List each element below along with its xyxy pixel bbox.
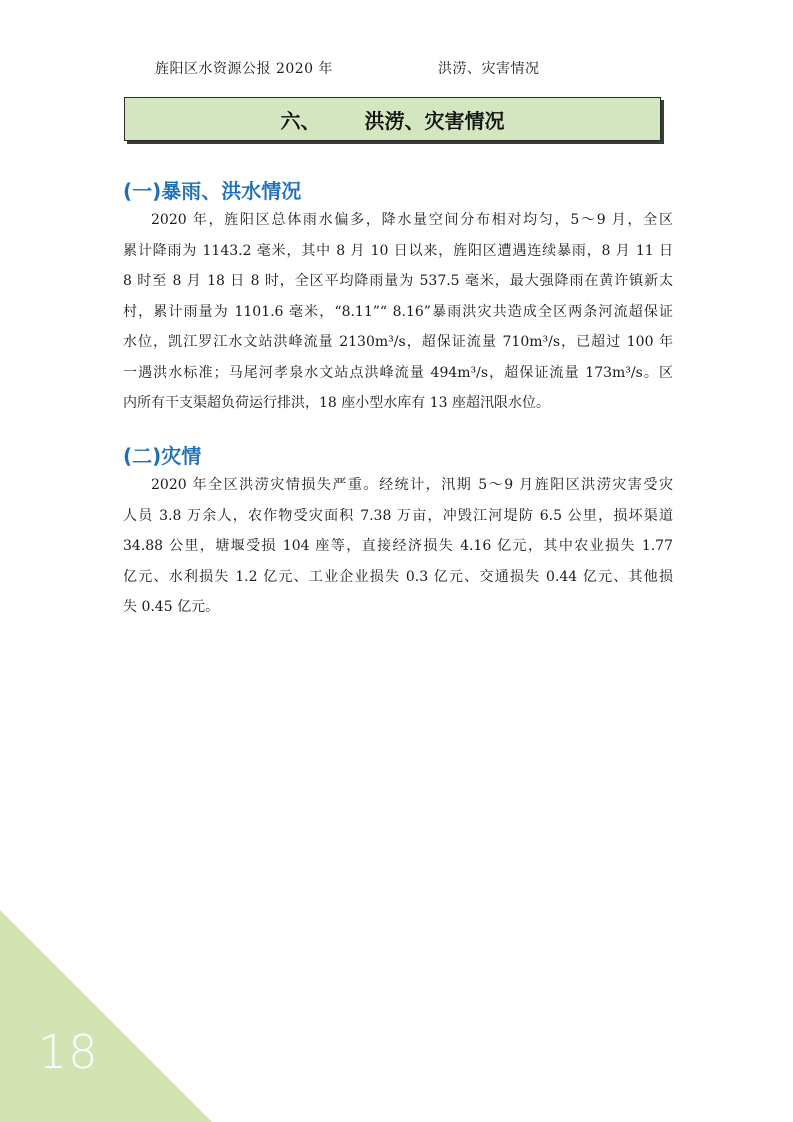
paragraph-line: 失 0.45 亿元。 [123,599,220,615]
paragraph-line: 2020 年全区洪涝灾情损失严重。经统计，汛期 5～9 月旌阳区洪涝灾害受灾 [151,477,673,493]
paragraph-line: 人员 3.8 万余人，农作物受灾面积 7.38 万亩，冲毁江河堤防 6.5 公里，损坏渠道 [123,507,673,524]
paragraph-line: 村，累计雨量为 1101.6 毫米，“8.11”“ 8.16”暴雨洪灾共造成全区两条河流超保证 [123,303,673,320]
header-publication-title: 旌阳区水资源公报 2020 年 [155,61,334,77]
section-heading-disaster: (二)灾情 [123,444,202,468]
paragraph-line: 累计降雨为 1143.2 毫米，其中 8 月 10 日以来，旌阳区遭遇连续暴雨，8 月 11 日 [123,242,673,259]
page-number: 18 [38,1025,99,1079]
paragraph-line: 亿元、水利损失 1.2 亿元、工业企业损失 0.3 亿元、交通损失 0.44 亿元、其他损 [123,568,673,585]
chapter-title: 洪涝、灾害情况 [364,108,505,133]
paragraph-line: 2020 年，旌阳区总体雨水偏多，降水量空间分布相对均匀，5～9 月，全区 [151,212,673,228]
paragraph-line: 一遇洪水标准；马尾河孝泉水文站点洪峰流量 494m³/s，超保证流量 173m³/s。区 [123,364,673,381]
running-header [155,58,655,80]
section-paragraph-rainstorm-flood [123,205,673,419]
header-chapter-title: 洪涝、灾害情况 [438,61,540,77]
corner-decoration [0,910,212,1122]
paragraph-line: 34.88 公里，塘堰受损 104 座等，直接经济损失 4.16 亿元，其中农业损失 1.77 [123,538,673,554]
paragraph-line: 内所有干支渠超负荷运行排洪，18 座小型水库有 13 座超汛限水位。 [123,395,550,411]
paragraph-line: 水位，凯江罗江水文站洪峰流量 2130m³/s，超保证流量 710m³/s，已超过 100 年 [123,334,673,350]
section-paragraph-disaster [123,470,673,623]
chapter-title-box [124,97,661,141]
chapter-number: 六、 [280,108,321,133]
paragraph-line: 8 时至 8 月 18 日 8 时，全区平均降雨量为 537.5 毫米，最大强降雨在黄许镇新太 [123,273,673,289]
section-heading-rainstorm-flood: (一)暴雨、洪水情况 [123,179,302,203]
